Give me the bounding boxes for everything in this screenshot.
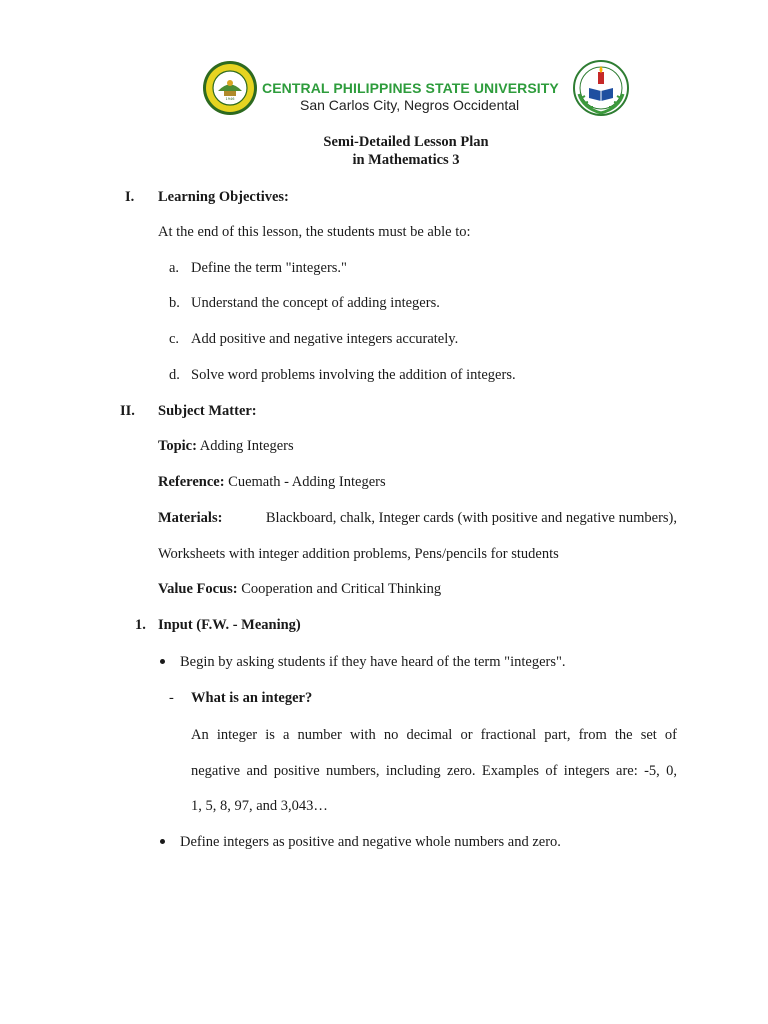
section-2-heading: Subject Matter: <box>158 403 257 419</box>
university-seal-logo <box>202 60 258 116</box>
value-focus-value: Cooperation and Critical Thinking <box>241 581 442 597</box>
reference-line <box>158 473 386 491</box>
value-focus-label: Value Focus: <box>158 581 238 597</box>
definition-line-3: 1, 5, 8, 97, and 3,043… <box>191 798 328 814</box>
objective-item: Solve word problems involving the addition of integers. <box>191 367 516 383</box>
materials-value-continued: Worksheets with integer addition problems, Pens/pencils for students <box>158 546 559 562</box>
objective-letter: d. <box>169 367 180 383</box>
bullet-icon <box>160 659 165 664</box>
definition-line-2 <box>191 762 677 780</box>
value-focus-line <box>158 580 441 598</box>
bullet-item: Define integers as positive and negative whole numbers and zero. <box>180 834 561 850</box>
definition-text: negative and positive numbers, including zero. Examples of integers are: -5, 0, <box>191 763 677 779</box>
input-heading: Input (F.W. - Meaning) <box>158 617 301 633</box>
bullet-item: Begin by asking students if they have heard of the term "integers". <box>180 654 566 670</box>
definition-line-1 <box>191 726 677 744</box>
lesson-plan-subtitle: in Mathematics 3 <box>352 152 460 168</box>
materials-line <box>158 509 677 527</box>
topic-label: Topic: <box>158 438 197 454</box>
objective-item: Understand the concept of adding integers. <box>191 295 440 311</box>
bullet-icon <box>160 839 165 844</box>
university-location: San Carlos City, Negros Occidental <box>300 97 520 113</box>
input-number: 1. <box>135 617 146 633</box>
lesson-plan-title: Semi-Detailed Lesson Plan <box>323 134 489 150</box>
svg-text:1946: 1946 <box>225 97 235 101</box>
section-2-numeral: II. <box>120 403 135 419</box>
college-seal-logo <box>571 58 631 118</box>
university-name: CENTRAL PHILIPPINES STATE UNIVERSITY <box>262 80 559 96</box>
objective-item: Add positive and negative integers accurately. <box>191 331 459 347</box>
objective-letter: c. <box>169 331 180 347</box>
integer-question: What is an integer? <box>191 690 313 706</box>
objective-letter: a. <box>169 260 180 276</box>
reference-label: Reference: <box>158 474 225 490</box>
section-1-heading: Learning Objectives: <box>158 189 289 205</box>
topic-value: Adding Integers <box>199 438 294 454</box>
objective-letter: b. <box>169 295 180 311</box>
reference-value: Cuemath - Adding Integers <box>228 474 386 490</box>
section-1-numeral: I. <box>125 189 135 205</box>
materials-label: Materials: <box>158 510 223 526</box>
topic-line <box>158 437 294 455</box>
definition-text: An integer is a number with no decimal or fractional part, from the set of <box>191 727 677 743</box>
dash-marker: - <box>169 690 174 706</box>
objectives-intro: At the end of this lesson, the students must be able to: <box>158 224 471 240</box>
objective-item: Define the term "integers." <box>191 260 347 276</box>
materials-value: Blackboard, chalk, Integer cards (with positive and negative numbers), <box>265 510 677 526</box>
